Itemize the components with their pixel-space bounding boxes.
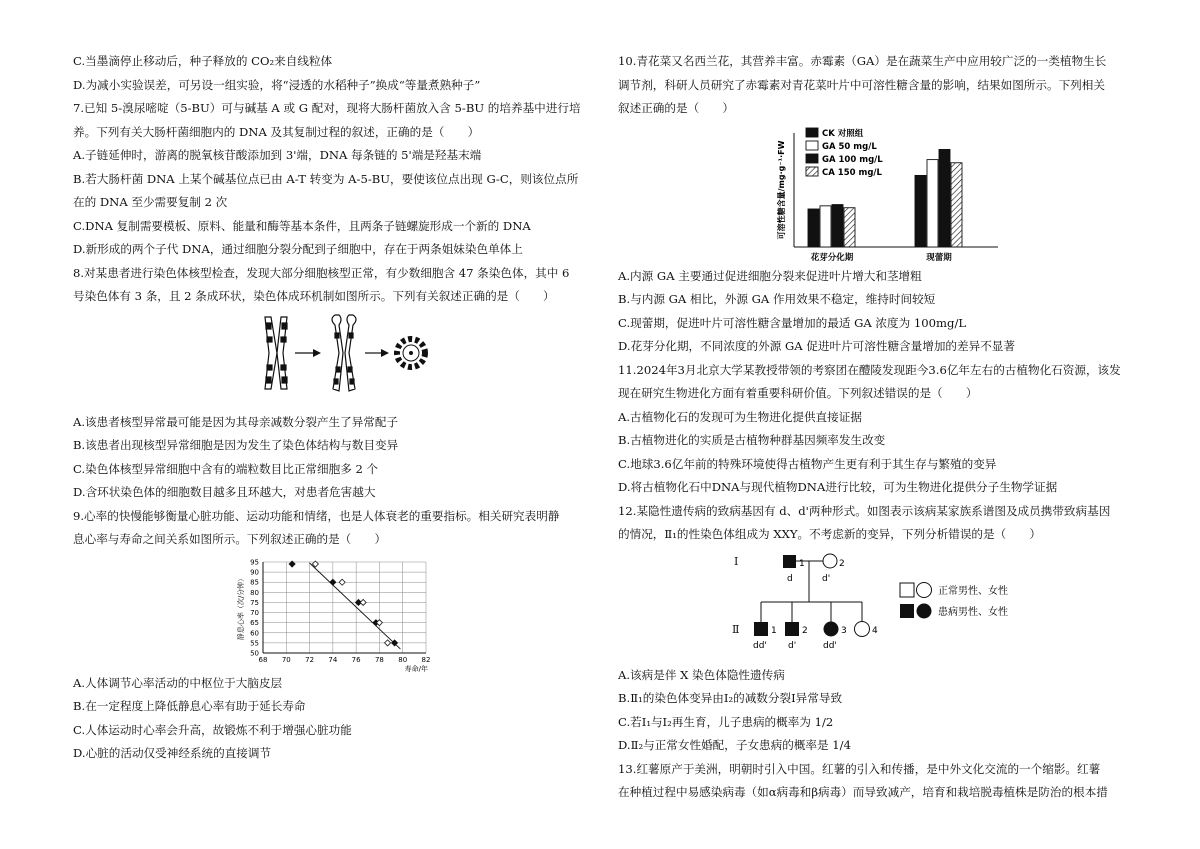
q6-option-d: D.为减小实验误差，可另设一组实验，将“浸透的水稻种子”换成“等量煮熟种子” xyxy=(73,77,481,92)
pedigree-I2-genotype: d' xyxy=(822,573,831,584)
q11-option-b: B.古植物进化的实质是古植物种群基因频率发生改变 xyxy=(618,433,886,447)
pedigree-II1-number: 1 xyxy=(771,625,777,636)
legend-normal-male-icon xyxy=(900,583,914,597)
arrow-head-icon xyxy=(381,349,389,357)
q10-stem-line: 调节剂，科研人员研究了赤霉素对青花菜叶片中可溶性糖含量的影响，结果如图所示。下列相关 xyxy=(618,77,1105,92)
pedigree-I2-normal-female xyxy=(823,554,837,568)
y-tick-label: 50 xyxy=(250,649,259,657)
bar xyxy=(808,209,819,247)
pedigree-II1-affected-male xyxy=(754,622,768,636)
x-axis-label: 寿命/年 xyxy=(404,664,428,672)
ring-chromosome-icon xyxy=(397,339,425,367)
y-tick-label: 70 xyxy=(250,608,259,617)
q7-stem-line: 7.已知 5-溴尿嘧啶（5-BU）可与碱基 A 或 G 配对，现将大肠杆菌放入含 5-BU 的培养基中进行培 xyxy=(73,101,581,115)
q6-option-c: C.当墨滴停止移动后，种子释放的 CO₂来自线粒体 xyxy=(73,54,333,68)
q9-option-d: D.心脏的活动仅受神经系统的直接调节 xyxy=(73,746,272,760)
q9-option-c: C.人体运动时心率会升高，故锻炼不利于增强心脏功能 xyxy=(73,722,352,737)
q12-option-a: A.该病是伴 X 染色体隐性遗传病 xyxy=(618,667,785,682)
legend-normal-label: 正常男性、女性 xyxy=(938,585,1008,597)
y-tick-label: 55 xyxy=(250,638,259,647)
q8-stem-line: 8.对某患者进行染色体核型检查，发现大部分细胞核型正常，有少数细胞含 47 条染色体，其中 6 xyxy=(73,265,570,280)
q10-option-a: A.内源 GA 主要通过促进细胞分裂来促进叶片增大和茎增粗 xyxy=(618,268,922,283)
q9-stem-line: 9.心率的快慢能够衡量心脏功能、运动功能和情绪，也是人体衰老的重要指标。相关研究表明静 xyxy=(73,508,560,523)
legend-affected-male-icon xyxy=(900,604,914,618)
bar xyxy=(832,204,843,246)
x-tick-label: 68 xyxy=(258,655,268,664)
pedigree-II3-number: 3 xyxy=(841,625,847,636)
q12-stem-line: 12.某隐性遗传病的致病基因有 d、d'两种形式。如图表示该病某家族系谱图及成员携带致病基因 xyxy=(618,503,1111,518)
x-tick-label: 花芽分化期 xyxy=(810,252,854,263)
y-tick-label: 95 xyxy=(250,558,259,566)
x-tick-label: 80 xyxy=(398,655,408,664)
x-tick-label: 76 xyxy=(351,655,361,664)
q13-stem-line: 13.红薯原产于美洲，明朝时引入中国。红薯的引入和传播，是中外文化交流的一个缩影。红薯 xyxy=(618,761,1101,776)
q7-stem-line: 养。下列有关大肠杆菌细胞内的 DNA 及其复制过程的叙述，正确的是（ ） xyxy=(73,124,480,139)
bar xyxy=(915,175,926,247)
y-tick-label: 75 xyxy=(250,598,259,607)
legend-affected-female-icon xyxy=(917,603,932,618)
legend-label: GA 100 mg/L xyxy=(822,154,883,165)
q12-option-c: C.若Ⅰ₁与Ⅰ₂再生育，儿子患病的概率为 1/2 xyxy=(618,714,834,729)
bar xyxy=(939,149,950,247)
q11-option-a: A.古植物化石的发现可为生物进化提供直接证据 xyxy=(618,409,862,424)
pedigree-I1-genotype: d xyxy=(787,573,793,584)
pedigree-I1-affected-male xyxy=(783,555,796,568)
q11-stem-line: 现在研究生物进化方面有着重要科研价值。下列叙述错误的是（ ） xyxy=(618,386,978,400)
pedigree-II2-affected-male xyxy=(785,622,799,636)
heart-rate-lifespan-chart xyxy=(73,552,593,672)
pedigree-I1-number: 1 xyxy=(799,558,805,569)
legend-swatch xyxy=(806,167,818,176)
generation-I-label: Ⅰ xyxy=(734,554,739,568)
pedigree-II4-normal-female xyxy=(855,621,870,636)
broken-chromosome-icon xyxy=(332,315,356,391)
q7-option-d: D.新形成的两个子代 DNA，通过细胞分裂分配到子细胞中，存在于两条姐妹染色单体上 xyxy=(73,242,523,256)
x-tick-label: 78 xyxy=(374,655,384,664)
gibberellin-sugar-chart xyxy=(618,121,1138,265)
data-point-open xyxy=(339,579,345,585)
legend-label: CA 150 mg/L xyxy=(822,167,882,178)
q13-stem-line: 在种植过程中易感染病毒（如α病毒和β病毒）而导致减产，培育和栽培脱毒植株是防治的根本措 xyxy=(618,785,1108,799)
bar xyxy=(951,162,962,246)
q12-option-d: D.Ⅱ₂与正常女性婚配，子女患病的概率是 1/4 xyxy=(618,738,851,752)
pedigree-II2-number: 2 xyxy=(802,625,808,636)
legend-normal-female-icon xyxy=(917,582,932,597)
x-tick-label: 72 xyxy=(305,655,315,664)
normal-chromosome-icon xyxy=(265,317,287,389)
q9-option-a: A.人体调节心率活动的中枢位于大脑皮层 xyxy=(73,675,283,690)
q8-option-b: B.该患者出现核型异常细胞是因为发生了染色体结构与数目变异 xyxy=(73,438,399,452)
q7-option-a: A.子链延伸时，游离的脱氧核苷酸添加到 3'端，DNA 每条链的 5'端是羟基末端 xyxy=(73,148,482,162)
data-point-open xyxy=(385,639,391,645)
pedigree-II2-genotype: d' xyxy=(788,640,797,651)
y-axis-label: 静息心率（次/分钟） xyxy=(237,574,245,640)
q12-stem-line: 的情况，Ⅱ₁的性染色体组成为 XXY。不考虑新的变异，下列分析错误的是（ ） xyxy=(618,527,1041,541)
pedigree-II4-number: 4 xyxy=(872,625,878,636)
q11-option-d: D.将古植物化石中DNA与现代植物DNA进行比较，可为生物进化提供分子生物学证据 xyxy=(618,480,1058,494)
q8-option-a: A.该患者核型异常最可能是因为其母亲减数分裂产生了异常配子 xyxy=(73,414,399,429)
generation-II-label: Ⅱ xyxy=(732,622,740,636)
q8-option-c: C.染色体核型异常细胞中含有的端粒数目比正常细胞多 2 个 xyxy=(73,461,379,476)
y-axis-label: 可溶性糖含量/mg·g⁻¹·FW xyxy=(777,140,786,239)
y-tick-label: 80 xyxy=(250,588,259,597)
y-tick-label: 90 xyxy=(250,568,259,577)
x-tick-label: 现蕾期 xyxy=(926,252,952,263)
arrow-head-icon xyxy=(313,349,321,357)
bar xyxy=(844,207,855,246)
q10-option-b: B.与内源 GA 相比，外源 GA 作用效果不稳定，维持时间较短 xyxy=(618,292,936,306)
x-tick-label: 70 xyxy=(281,655,291,664)
q8-option-d: D.含环状染色体的细胞数目越多且环越大，对患者危害越大 xyxy=(73,485,376,499)
q7-option-c: C.DNA 复制需要模板、原料、能量和酶等基本条件，且两条子链螺旋形成一个新的 DNA xyxy=(73,218,531,233)
q11-stem-line: 11.2024年3月北京大学某教授带领的考察团在醴陵发现距今3.6亿年左右的古植物化石资源，该发 xyxy=(618,362,1121,377)
q12-option-b: B.Ⅱ₁的染色体变异由Ⅰ₂的减数分裂Ⅰ异常导致 xyxy=(618,691,843,705)
legend-affected-label: 患病男性、女性 xyxy=(938,606,1008,618)
chromosome-ring-figure xyxy=(73,309,593,411)
y-tick-label: 65 xyxy=(250,618,259,627)
y-tick-label: 60 xyxy=(250,628,259,637)
legend-label: GA 50 mg/L xyxy=(822,141,877,152)
q7-option-b: B.若大肠杆菌 DNA 上某个碱基位点已由 A-T 转变为 A-5-BU，要使该位点出现 G-C，则该位点所 xyxy=(73,171,579,186)
legend-swatch xyxy=(806,128,818,137)
pedigree-II3-genotype: dd' xyxy=(823,640,837,651)
q7-option-b-cont: 在的 DNA 至少需要复制 2 次 xyxy=(73,195,228,209)
q10-stem-line: 叙述正确的是（ ） xyxy=(618,101,734,115)
legend-swatch xyxy=(806,154,818,163)
bar xyxy=(820,205,831,246)
q10-stem-line: 10.青花菜又名西兰花，其营养丰富。赤霉素（GA）是在蔬菜生产中应用较广泛的一类植物生长 xyxy=(618,54,1107,68)
right-column xyxy=(618,50,1138,805)
data-point-open xyxy=(360,599,366,605)
x-tick-label: 74 xyxy=(328,655,338,664)
q9-stem-line: 息心率与寿命之间关系如图所示。下列叙述正确的是（ ） xyxy=(73,532,387,546)
q10-option-d: D.花芽分化期，不同浓度的外源 GA 促进叶片可溶性糖含量增加的差异不显著 xyxy=(618,339,1015,353)
trend-line xyxy=(310,563,401,649)
pedigree-II3-affected-female xyxy=(824,621,839,636)
y-tick-label: 85 xyxy=(250,578,259,587)
legend-label: CK 对照组 xyxy=(822,128,864,139)
data-point-filled xyxy=(330,579,336,585)
pedigree-I2-number: 2 xyxy=(839,558,845,569)
q10-option-c: C.现蕾期，促进叶片可溶性糖含量增加的最适 GA 浓度为 100mg/L xyxy=(618,315,967,330)
left-column xyxy=(73,50,593,766)
q8-stem-line: 号染色体有 3 条，且 2 条成环状，染色体成环机制如图所示。下列有关叙述正确的是（ ） xyxy=(73,289,555,303)
pedigree-II1-genotype: dd' xyxy=(753,640,767,651)
x-tick-label: 82 xyxy=(421,655,431,664)
legend-swatch xyxy=(806,141,818,150)
bar xyxy=(927,159,938,246)
q11-option-c: C.地球3.6亿年前的特殊环境使得古植物产生更有利于其生存与繁殖的变异 xyxy=(618,456,997,471)
q9-option-b: B.在一定程度上降低静息心率有助于延长寿命 xyxy=(73,699,306,713)
pedigree-figure xyxy=(618,547,1138,664)
